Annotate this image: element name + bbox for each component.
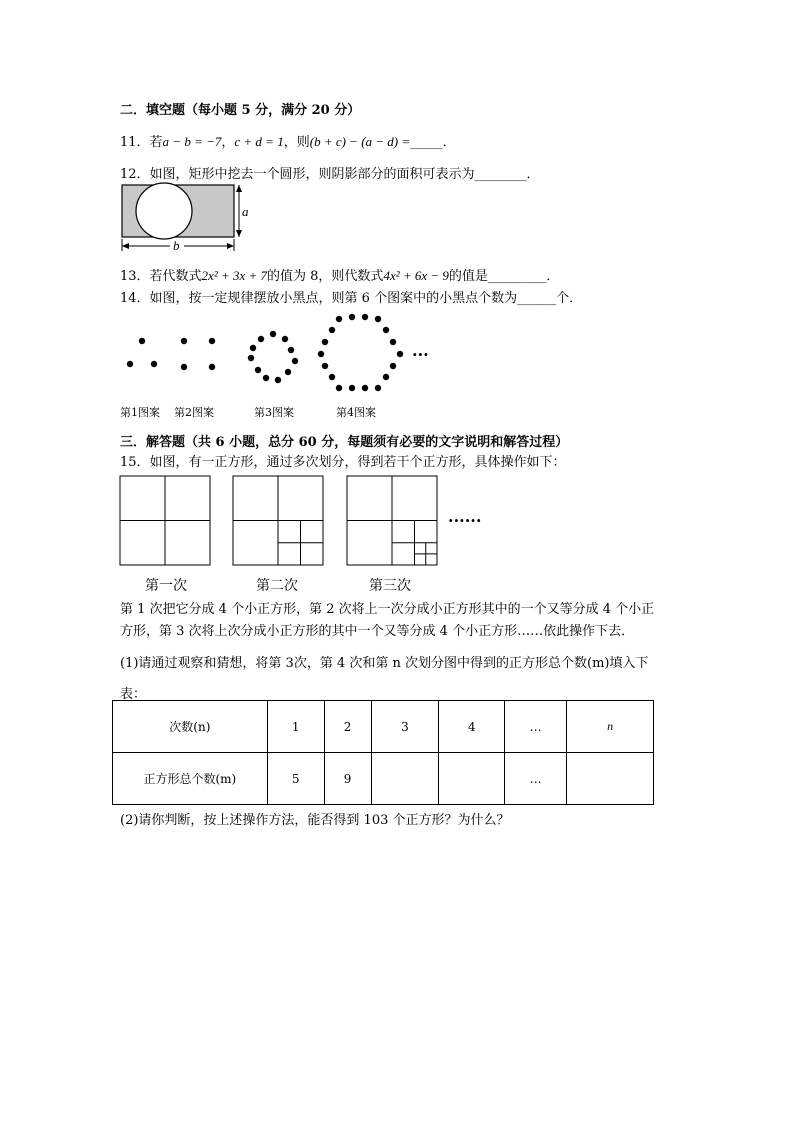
table-cell: … [505, 701, 567, 753]
squares-ellipsis: ······ [448, 511, 482, 530]
pattern-caption-2: 第2图案 [174, 406, 214, 419]
table-cell: 3 [371, 701, 439, 753]
division-caption-3: 第三次 [369, 578, 411, 594]
q15-part2: (2)请你判断，按上述操作方法，能否得到 103 个正方形？为什么？ [120, 813, 510, 828]
q11-mid: ，则 [283, 135, 310, 150]
q11-expr2: c + d = 1 [234, 134, 284, 149]
rectangle-circle-figure [118, 183, 258, 258]
answer-cell-n[interactable] [567, 753, 654, 805]
table-cell: … [505, 753, 567, 805]
question-15-intro: 15．如图，有一正方形，通过多次划分，得到若干个正方形，具体操作如下： [120, 455, 566, 470]
question-12: 12．如图，矩形中挖去一个圆形，则阴影部分的面积可表示为________． [120, 167, 540, 182]
q11-end: ． [442, 135, 456, 150]
answer-cell-4[interactable] [439, 753, 505, 805]
table-header-m: 正方形总个数(m) [113, 753, 268, 805]
q15-description-line2: 方形，第 3 次将上次分成小正方形的其中一个又等分成 4 个小正方形……依此操作下去． [120, 624, 635, 639]
division-caption-1: 第一次 [145, 578, 187, 594]
q11-blank: _____ [410, 135, 443, 150]
label-b: b [173, 238, 180, 253]
q13-suffix: 的值是_________． [448, 269, 560, 284]
q15-part1-line1: (1)请通过观察和猜想，将第 3次，第 4 次和第 n 次划分图中得到的正方形总个数(m)填入下 [120, 656, 649, 671]
table-cell: n [567, 701, 654, 753]
q11-expr1: a − b = −7 [162, 134, 222, 149]
q13-prefix: 13．若代数式 [120, 269, 202, 284]
answer-cell-3[interactable] [371, 753, 439, 805]
q15-part1-line2: 表： [120, 687, 147, 702]
q11-expr3: (b + c) − (a − d) = [309, 134, 411, 149]
question-14: 14．如图，按一定规律摆放小黑点，则第 6 个图案中的小黑点个数为______个． [120, 291, 583, 306]
table-row [113, 701, 654, 753]
q13-expr2: 4x² + 6x − 9 [383, 268, 449, 283]
q13-mid: 的值为 8，则代数式 [267, 269, 384, 284]
table-cell: 4 [439, 701, 505, 753]
question-11 [120, 131, 456, 150]
table-cell: 2 [324, 701, 371, 753]
dots-ellipsis: ··· [412, 345, 429, 364]
answer-table [112, 700, 654, 805]
label-a: a [242, 204, 249, 219]
section3-heading: 三．解答题（共 6 小题，总分 60 分，每题须有必要的文字说明和解答过程） [120, 435, 569, 450]
table-header-n: 次数(n) [113, 701, 268, 753]
pattern-caption-4: 第4图案 [336, 406, 376, 419]
question-13 [120, 265, 559, 284]
section2-heading: 二．填空题（每小题 5 分，满分 20 分） [120, 103, 361, 118]
pattern-caption-1: 第1图案 [120, 406, 160, 419]
q11-prefix: 11．若 [120, 135, 163, 150]
q15-description-line1: 第 1 次把它分成 4 个小正方形，第 2 次将上一次分成小正方形其中的一个又等分成 4 个小正 [120, 602, 655, 617]
division-caption-2: 第二次 [256, 578, 298, 594]
pattern-caption-3: 第3图案 [254, 406, 294, 419]
dot-patterns-figure [118, 310, 448, 395]
table-cell: 1 [267, 701, 324, 753]
table-row [113, 753, 654, 805]
square-division-figure [118, 474, 498, 569]
q11-sep: ， [221, 135, 235, 150]
q13-expr1: 2x² + 3x + 7 [201, 268, 268, 283]
table-cell: 9 [324, 753, 371, 805]
table-cell: 5 [267, 753, 324, 805]
